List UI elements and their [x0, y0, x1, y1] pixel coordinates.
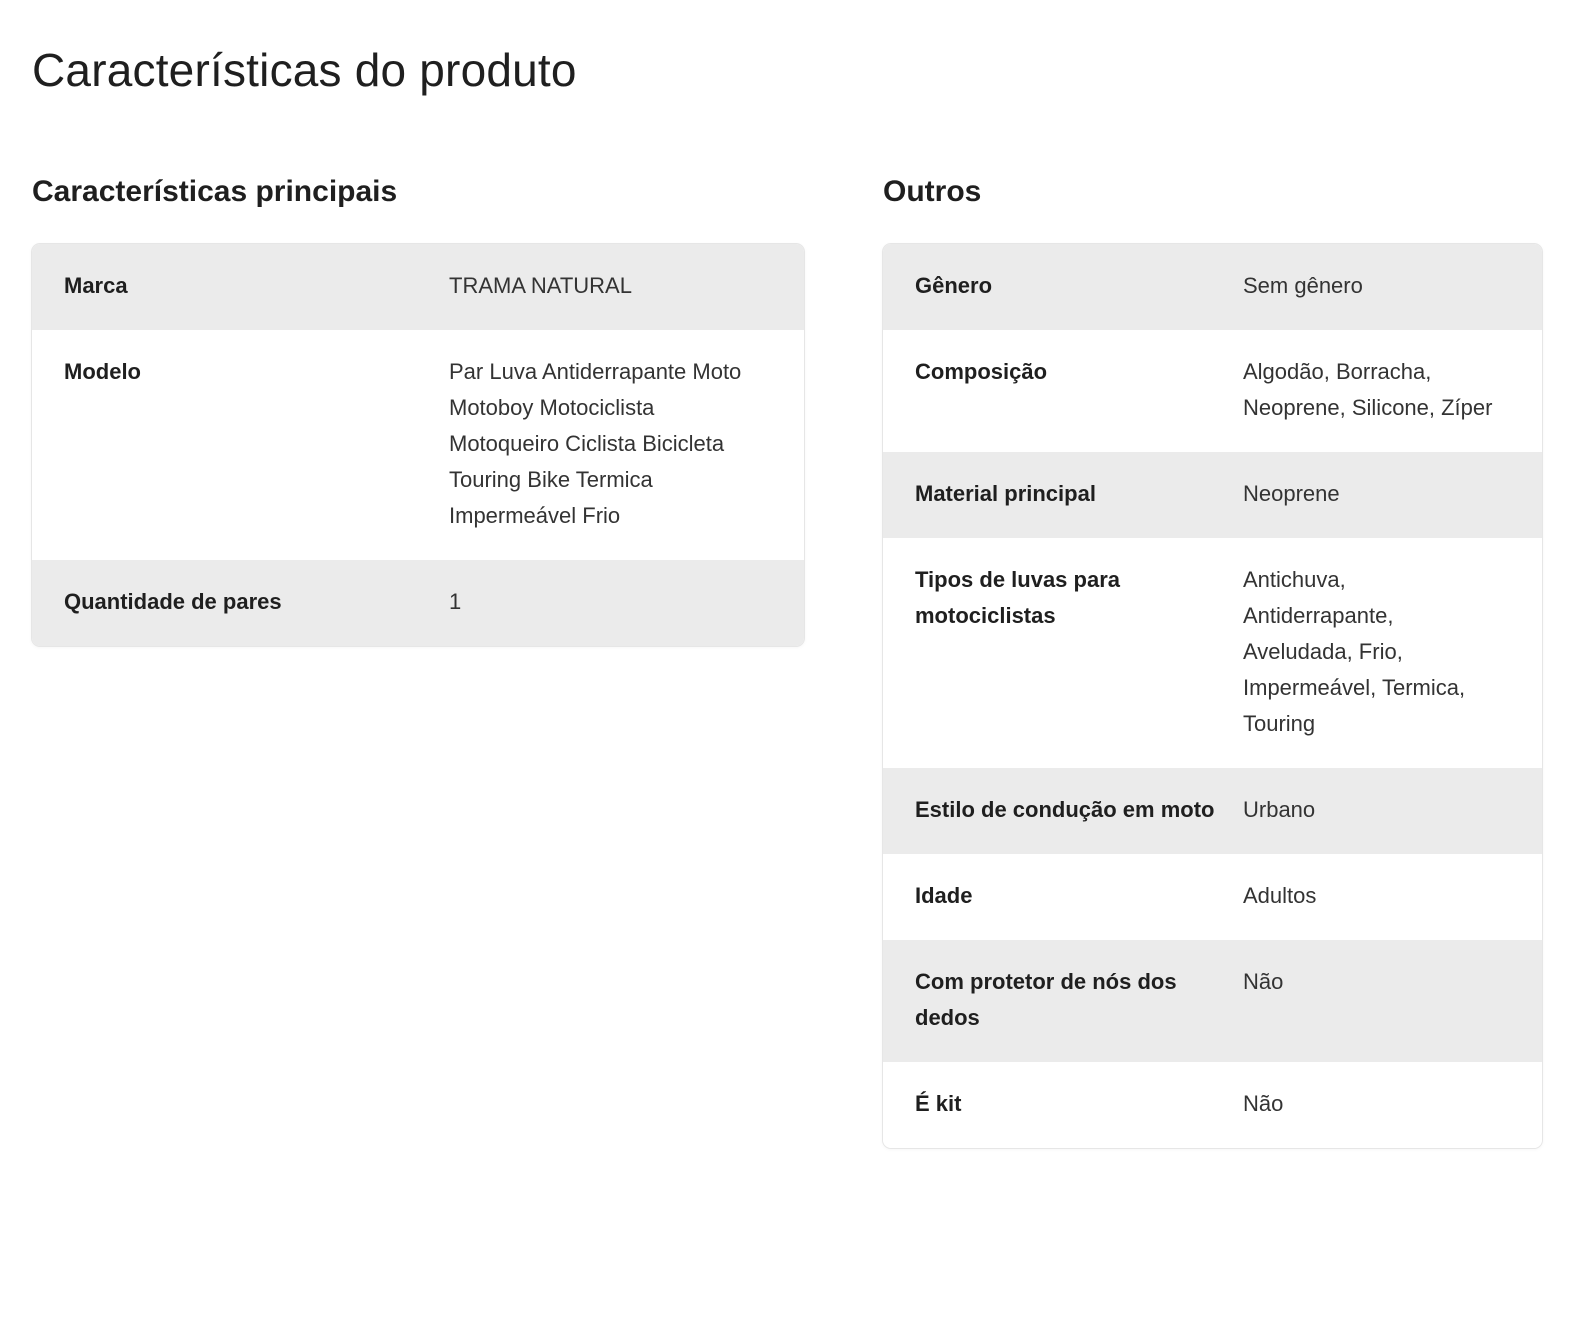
- table-row: [883, 538, 1542, 768]
- spec-label-age: Idade: [915, 883, 973, 908]
- table-row: [883, 1062, 1542, 1148]
- spec-label-glove-types: Tipos de luvas para motociclistas: [915, 567, 1121, 628]
- spec-value-knuckle-protector: Não: [1243, 969, 1284, 994]
- spec-value-riding-style: Urbano: [1243, 797, 1316, 822]
- table-row: [883, 244, 1542, 330]
- spec-label-pairs: Quantidade de pares: [64, 589, 282, 614]
- spec-value-composition: Algodão, Borracha, Neoprene, Silicone, Zíper: [1243, 359, 1493, 420]
- main-features-section: [32, 170, 804, 646]
- spec-value-gender: Sem gênero: [1243, 273, 1363, 298]
- others-title: Outros: [883, 175, 982, 208]
- spec-label-composition: Composição: [915, 359, 1048, 384]
- page-title: Características do produto: [32, 44, 577, 96]
- others-section: [883, 170, 1542, 1148]
- main-features-table: [32, 244, 804, 646]
- table-row: [883, 768, 1542, 854]
- spec-value-age: Adultos: [1243, 883, 1317, 908]
- table-row: [32, 244, 804, 330]
- spec-label-gender: Gênero: [915, 273, 993, 298]
- spec-value-model: Par Luva Antiderrapante Moto Motoboy Motociclista Motoqueiro Ciclista Bicicleta Touring Bike Termica Impermeável Frio: [449, 359, 742, 528]
- others-table: [883, 244, 1542, 1148]
- spec-label-brand: Marca: [64, 273, 128, 298]
- table-row: [32, 330, 804, 560]
- table-row: [883, 854, 1542, 940]
- spec-label-main-material: Material principal: [915, 481, 1096, 506]
- table-row: [883, 452, 1542, 538]
- main-features-title: Características principais: [32, 175, 398, 208]
- table-row: [883, 330, 1542, 452]
- spec-value-is-kit: Não: [1243, 1091, 1284, 1116]
- table-row: [883, 940, 1542, 1062]
- spec-value-brand: TRAMA NATURAL: [449, 273, 632, 298]
- spec-label-is-kit: É kit: [915, 1091, 962, 1116]
- spec-label-model: Modelo: [64, 359, 141, 384]
- spec-label-riding-style: Estilo de condução em moto: [915, 797, 1215, 822]
- spec-label-knuckle-protector: Com protetor de nós dos dedos: [915, 969, 1177, 1030]
- spec-value-glove-types: Antichuva, Antiderrapante, Aveludada, Frio, Impermeável, Termica, Touring: [1243, 567, 1466, 736]
- spec-value-main-material: Neoprene: [1243, 481, 1340, 506]
- spec-value-pairs: 1: [449, 589, 462, 614]
- table-row: [32, 560, 804, 646]
